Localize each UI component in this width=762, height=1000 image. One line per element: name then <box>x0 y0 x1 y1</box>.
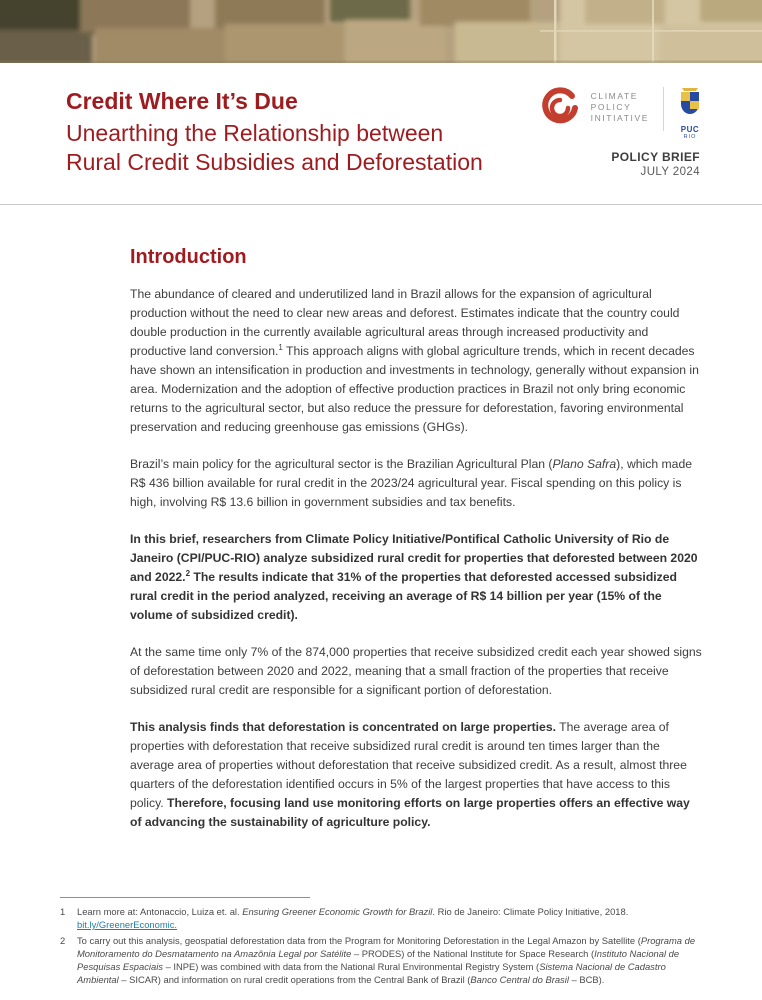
cpi-logo-word-climate: CLIMATE <box>590 91 639 101</box>
puc-crest-icon <box>678 87 702 119</box>
footnote-1-text: Learn more at: Antonaccio, Luiza et. al. Ensuring Greener Economic Growth for Brazil. Rio de Janeiro: Climate Policy Initiative, 2018. bit.ly/GreenerEconomic. <box>77 906 629 930</box>
footnote-2-number: 2 <box>60 935 66 946</box>
puc-logo-sublabel: RIO <box>683 134 697 140</box>
footnote-2 <box>60 934 702 986</box>
cpi-logo-word-initiative: INITIATIVE <box>590 113 649 123</box>
footnote-1 <box>60 905 702 931</box>
intro-paragraph-1: The abundance of cleared and underutilized land in Brazil allows for the expansion of agricultural production without the need to clear new areas and deforest. Estimates indicate that the country could double production in the currently available agricultural areas through increased productivity and productive land conversion.$^1$ This approach aligns with global agriculture trends, which in recent decades have shown an intensification in production and investments in technology, generally without expansion in area. Modernization and the adoption of effective production practices in Brazil not only bring economic returns to the agricultural sector, but also reduce the pressure for deforestation, favoring environmental preservation and reducing greenhouse gas emissions (GHGs). <box>130 287 699 434</box>
document-subtitle-line-2: Rural Credit Subsidies and Deforestation <box>66 149 483 175</box>
brief-meta <box>611 149 700 180</box>
logos <box>539 87 702 140</box>
footnotes <box>60 897 702 989</box>
footnote-link[interactable]: bit.ly/GreenerEconomic. <box>77 919 178 930</box>
logo-divider <box>663 87 664 131</box>
header <box>0 63 762 205</box>
intro-paragraph-3: In this brief, researchers from Climate Policy Initiative/Pontifical Catholic University of Rio de Janeiro (CPI/PUC-RIO) analyze subsidized rural credit for properties that deforested between 2020 and 2022.$^2$ The results indicate that 31% of the properties that deforested accessed subsidized rural credit in the period analyzed, receiving an average of R$ 14 billion per year (15% of the volume of subsidized credit). <box>130 532 698 622</box>
section-heading-introduction: Introduction <box>130 246 247 268</box>
brief-date-label: JULY 2024 <box>640 166 700 178</box>
cpi-logo-text <box>591 87 649 124</box>
document-title: Credit Where It’s Due <box>66 88 298 114</box>
aerial-farmland-svg <box>0 0 762 63</box>
intro-paragraph-2: Brazil’s main policy for the agricultural sector is the Brazilian Agricultural Plan (Plano Safra), which made R$ 436 billion available for rural credit in the 2023/24 agricultural year. Fiscal spending on this policy is high, involving R$ 13.6 billion in government subsidies and tax benefits. <box>130 457 693 509</box>
main-content <box>0 205 762 832</box>
cpi-logo-icon <box>539 87 581 129</box>
intro-paragraph-5: This analysis finds that deforestation is concentrated on large properties. The average area of properties with deforestation that receive subsidized rural credit is around ten times larger than the average area of properties without deforestation that receive subsidized credit. As a result, almost three quarters of the deforestation identified occurs in 5% of the largest properties that have access to this policy. Therefore, focusing land use monitoring efforts on large properties offers an effective way of advancing the sustainability of agriculture policy. <box>130 720 690 829</box>
footnote-2-text: To carry out this analysis, geospatial deforestation data from the Program for Monitoring Deforestation in the Legal Amazon by Satellite (Programa de Monitoramento do Desmatamento na Amazônia Legal por Satélite – PRODES) of the National Institute for Space Research (Instituto Nacional de Pesquisas Espaciais – INPE) was combined with data from the National Rural Environmental Registry System (Sistema Nacional de Cadastro Ambiental – SICAR) and information on rural credit operations from the Central Bank of Brazil (Banco Central do Brasil – BCB). <box>77 935 696 985</box>
brief-type-label: POLICY BRIEF <box>611 150 700 164</box>
document-subtitle-line-1: Unearthing the Relationship between <box>66 120 444 146</box>
cpi-logo-word-policy: POLICY <box>590 102 632 112</box>
aerial-farmland-image <box>0 0 762 63</box>
puc-logo-label: PUC <box>680 125 700 134</box>
intro-paragraph-4: At the same time only 7% of the 874,000 properties that receive subsidized credit each year showed signs of deforestation between 2020 and 2022, meaning that a small fraction of the properties that receive subsidized rural credit are responsible for a significant portion of deforestation. <box>130 645 702 697</box>
puc-rio-logo <box>678 87 702 140</box>
footnote-1-number: 1 <box>60 906 66 917</box>
footnote-separator <box>60 897 310 898</box>
